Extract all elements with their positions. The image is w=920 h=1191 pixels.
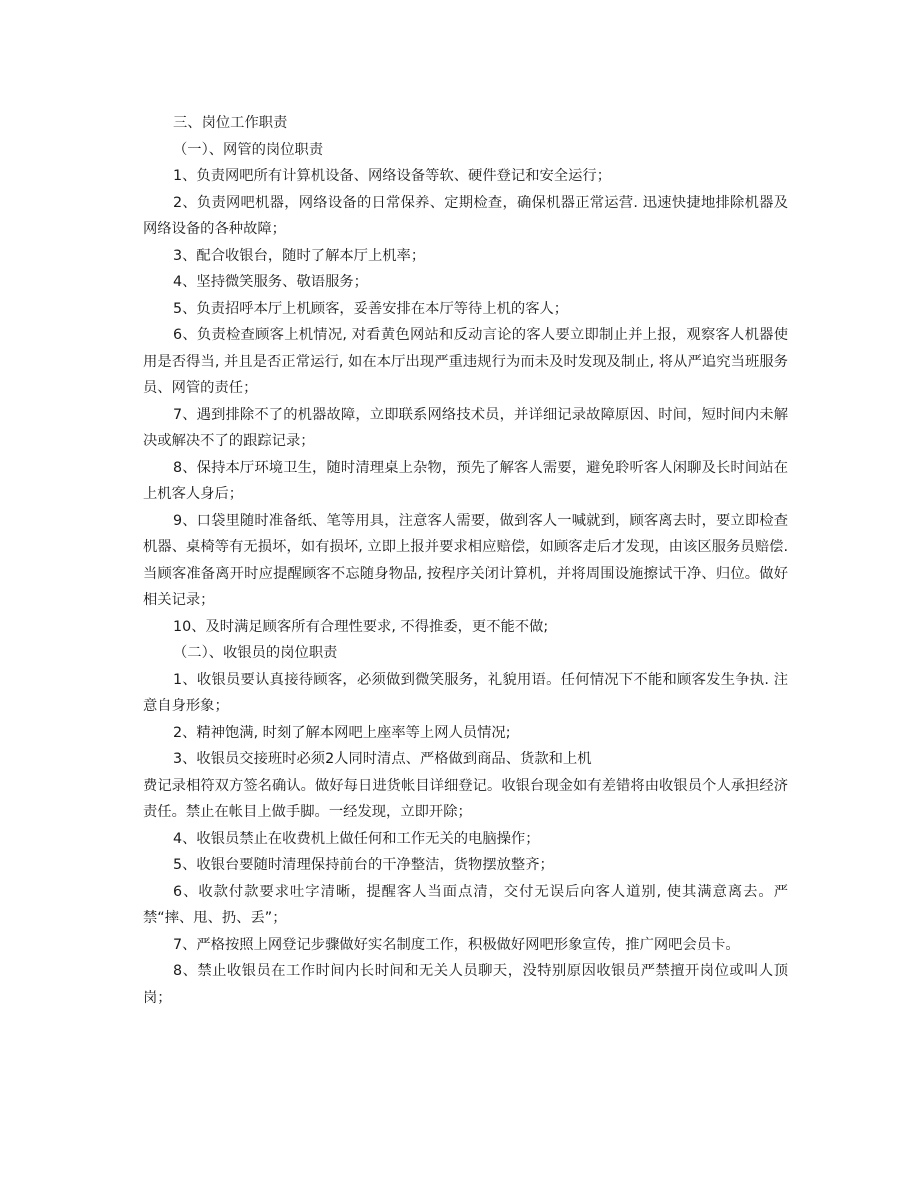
paragraph: 2、负责网吧机器，网络设备的日常保养、定期检查，确保机器正常运营. 迅速快捷地排除机器及网络设备的各种故障； — [143, 194, 788, 237]
section-heading-cashier: （二）、收银员的岗位职责 — [173, 645, 338, 661]
paragraph: 10、及时满足顾客所有合理性要求, 不得推委，更不能不做; — [173, 618, 549, 635]
paragraph: 5、收银台要随时清理保持前台的干净整洁，货物摆放整齐； — [173, 857, 554, 873]
paragraph: 7、严格按照上网登记步骤做好实名制度工作，积极做好网吧形象宣传，推广网吧会员卡。 — [173, 936, 740, 953]
document-title: 三、岗位工作职责 — [173, 115, 288, 131]
paragraph: 8、保持本厅环境卫生，随时清理桌上杂物，预先了解客人需要，避免聆听客人闲聊及长时间站在上机客人身后； — [143, 459, 788, 502]
paragraph: 6、负责检查顾客上机情况, 对看黄色网站和反动言论的客人要立即制止并上报，观察客人机器使用是否得当, 并且是否正常运行, 如在本厅出现严重违规行为而未及时发现及制止, 将从严追究当班服务员、网管的责任； — [143, 327, 788, 396]
paragraph: 3、配合收银台，随时了解本厅上机率； — [173, 247, 426, 264]
paragraph: 2、精神饱满, 时刻了解本网吧上座率等上网人员情况; — [173, 724, 511, 741]
paragraph: 8、禁止收银员在工作时间内长时间和无关人员聊天，没特别原因收银员严禁擅开岗位或叫人顶岗； — [143, 963, 788, 1006]
paragraph: 6、收款付款要求吐字清晰，提醒客人当面点清，交付无误后向客人道别, 使其满意离去。严禁“摔、甩、扔、丢”； — [143, 883, 788, 926]
section-heading-network-admin: （一）、网管的岗位职责 — [173, 141, 324, 158]
document-body — [143, 110, 788, 1011]
paragraph: 3、收银员交接班时必须2人同时清点、严格做到商品、货款和上机 — [173, 751, 592, 767]
paragraph: 1、负责网吧所有计算机设备、网络设备等软、硬件登记和安全运行； — [173, 168, 611, 184]
paragraph: 7、遇到排除不了的机器故障，立即联系网络技术员，并详细记录故障原因、时间，短时间内未解决或解决不了的跟踪记录； — [143, 406, 788, 449]
paragraph: 9、口袋里随时准备纸、笔等用具，注意客人需要，做到客人一喊就到，顾客离去时，要立即检查机器、桌椅等有无损坏，如有损坏, 立即上报并要求相应赔偿，如顾客走后才发现，由该区服务员赔偿. 当顾客准备离开时应提醒顾客不忘随身物品, 按程序关闭计算机，并将周围设施擦试干净、归位。做好相关记录； — [143, 512, 788, 608]
paragraph: 费记录相符双方签名确认。做好每日进货帐目详细登记。收银台现金如有差错将由收银员个人承担经济责任。禁止在帐目上做手脚。一经发现，立即开除； — [143, 777, 788, 820]
paragraph: 4、收银员禁止在收费机上做任何和工作无关的电脑操作； — [173, 830, 540, 847]
paragraph: 4、坚持微笑服务、敬语服务； — [173, 274, 368, 290]
paragraph: 5、负责招呼本厅上机顾客，妥善安排在本厅等待上机的客人； — [173, 300, 569, 317]
paragraph: 1、收银员要认真接待顾客，必须做到微笑服务，礼貌用语。任何情况下不能和顾客发生争执. 注意自身形象； — [143, 671, 788, 714]
